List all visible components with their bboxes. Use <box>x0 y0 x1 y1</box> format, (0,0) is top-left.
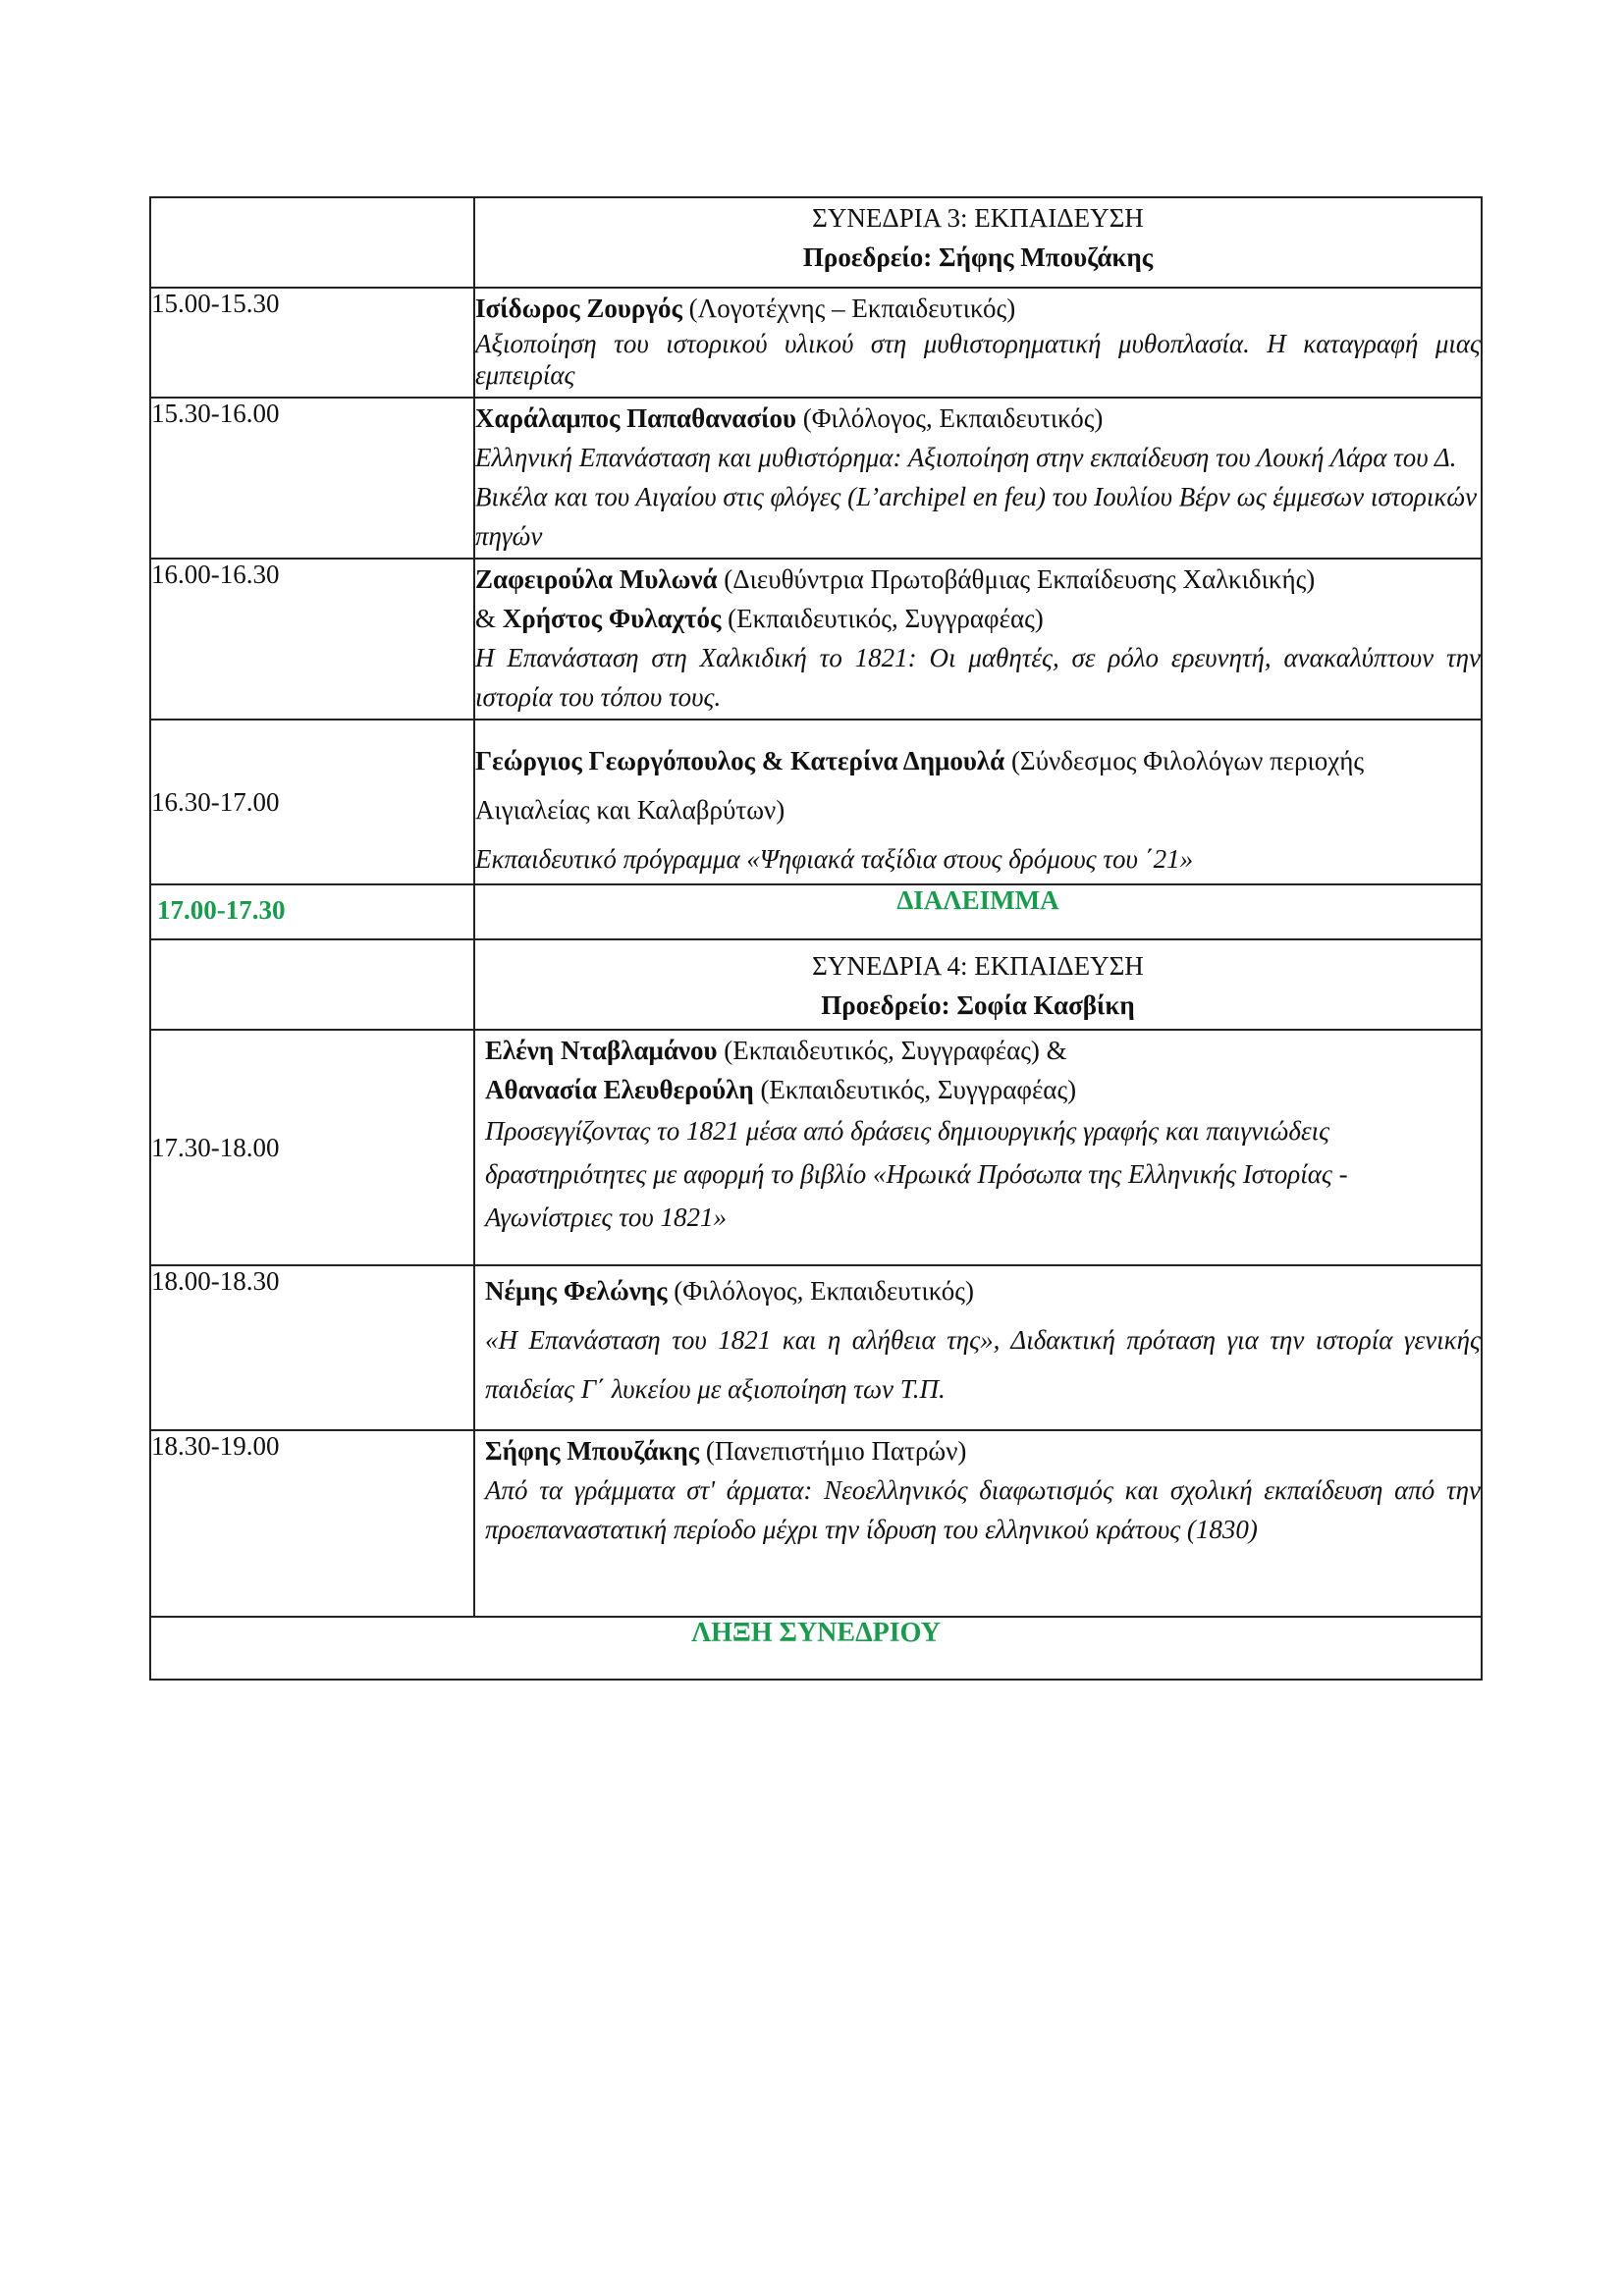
time-slot: 18.30-19.00 <box>150 1430 474 1617</box>
time-slot: 15.00-15.30 <box>150 288 474 398</box>
table-row <box>150 1430 1482 1617</box>
schedule-table <box>149 196 1483 1681</box>
speaker-line <box>475 736 1481 834</box>
talk-title: Ελληνική Επανάσταση και μυθιστόρημα: Αξιοποίηση στην εκπαίδευση του Λουκή Λάρα του Δ. Βικέλα και του Αιγαίου στις φλόγες (L’archipel en feu) του Ιουλίου Βέρν ως έμμεσων ιστορικών πηγών <box>475 443 1478 551</box>
table-row <box>150 559 1482 720</box>
speaker-line <box>475 289 1481 328</box>
talk-cell <box>474 1030 1482 1265</box>
speaker-affiliation: (Σύνδεσμος Φιλολόγων περιοχής Αιγιαλείας και Καλαβρύτων) <box>475 746 1365 825</box>
speaker-affiliation: (Πανεπιστήμιο Πατρών) <box>699 1436 967 1466</box>
speaker-name: Ισίδωρος Ζουργός <box>475 294 682 323</box>
speaker-name: Χαράλαμπος Παπαθανασίου <box>475 403 796 433</box>
break-time: 17.00-17.30 <box>150 884 474 939</box>
talk-cell <box>474 559 1482 720</box>
speaker-name: Σήφης Μπουζάκης <box>485 1436 700 1466</box>
talk-title: Αξιοποίηση του ιστορικού υλικού στη μυθιστορηματική μυθοπλασία. Η καταγραφή μιας εμπειρίας <box>475 329 1481 390</box>
time-slot: 16.30-17.00 <box>150 720 474 884</box>
speaker-name: Ζαφειρούλα Μυλωνά <box>475 564 718 594</box>
session-header-row <box>150 197 1482 288</box>
programme-page <box>149 196 1481 1681</box>
session-header <box>474 939 1482 1030</box>
time-slot: 16.00-16.30 <box>150 559 474 720</box>
time-slot: 15.30-16.00 <box>150 398 474 559</box>
closing-label: ΛΗΞΗ ΣΥΝΕΔΡΙΟΥ <box>150 1617 1482 1680</box>
closing-row <box>150 1617 1482 1680</box>
session-header <box>474 197 1482 288</box>
speaker-line <box>475 560 1481 599</box>
break-row <box>150 884 1482 939</box>
table-row <box>150 398 1482 559</box>
session-header-row <box>150 939 1482 1030</box>
time-cell-empty <box>150 939 474 1030</box>
time-slot: 17.30-18.00 <box>150 1030 474 1265</box>
talk-cell <box>474 288 1482 398</box>
session-heading: ΣΥΝΕΔΡΙΑ 4: ΕΚΠΑΙΔΕΥΣΗ <box>812 951 1144 981</box>
speaker-line <box>485 1031 1481 1070</box>
session-heading: ΣΥΝΕΔΡΙΑ 3: ΕΚΠΑΙΔΕΥΣΗ <box>812 203 1144 233</box>
speaker-affiliation: (Φιλόλογος, Εκπαιδευτικός) <box>795 403 1104 433</box>
speaker-name: Αθανασία Ελευθερούλη <box>485 1075 754 1104</box>
talk-title: Προσεγγίζοντας το 1821 μέσα από δράσεις δημιουργικής γραφής και παιγνιώδεις δραστηριότητες με αφορμή το βιβλίο «Ηρωικά Πρόσωπα της Ελληνικής Ιστορίας - Αγωνίστριες του 1821» <box>485 1116 1348 1232</box>
speaker-line <box>475 599 1481 638</box>
break-label: ΔΙΑΛΕΙΜΜΑ <box>474 884 1482 939</box>
speaker-affiliation: (Φιλόλογος, Εκπαιδευτικός) <box>667 1276 974 1306</box>
talk-title: Η Επανάσταση στη Χαλκιδική το 1821: Οι μαθητές, σε ρόλο ερευνητή, ανακαλύπτουν την ιστορία του τόπου τους. <box>475 643 1481 712</box>
speaker-affiliation: (Εκπαιδευτικός, Συγγραφέας) <box>753 1075 1077 1104</box>
speaker-name: Χρήστος Φυλαχτός <box>502 604 722 633</box>
talk-cell <box>474 1265 1482 1430</box>
talk-cell <box>474 720 1482 884</box>
speaker-name: Γεώργιος Γεωργόπουλος & Κατερίνα Δημουλά <box>475 746 1005 775</box>
time-cell-empty <box>150 197 474 288</box>
table-row <box>150 720 1482 884</box>
talk-title: «Η Επανάσταση του 1821 και η αλήθεια της», Διδακτική πρόταση για την ιστορία γενικής παιδείας Γ΄ λυκείου με αξιοποίηση των Τ.Π. <box>485 1325 1481 1404</box>
talk-cell <box>474 1430 1482 1617</box>
speaker-affiliation: (Λογοτέχνης – Εκπαιδευτικός) <box>681 294 1016 323</box>
time-slot: 18.00-18.30 <box>150 1265 474 1430</box>
session-chair: Προεδρείο: Σήφης Μπουζάκης <box>802 242 1154 272</box>
speaker-line <box>485 1266 1481 1315</box>
table-row <box>150 1265 1482 1430</box>
speaker-line <box>485 1431 1481 1470</box>
table-row <box>150 1030 1482 1265</box>
speaker-name: Ελένη Νταβλαμάνου <box>485 1036 718 1065</box>
session-chair: Προεδρείο: Σοφία Κασβίκη <box>821 990 1135 1020</box>
talk-cell <box>474 398 1482 559</box>
speaker-line <box>485 1070 1481 1109</box>
speaker-affiliation: (Εκπαιδευτικός, Συγγραφέας) <box>721 604 1044 633</box>
speaker-joiner: & <box>475 604 503 633</box>
speaker-affiliation: (Εκπαιδευτικός, Συγγραφέας) & <box>717 1036 1067 1065</box>
talk-title: Εκπαιδευτικό πρόγραμμα «Ψηφιακά ταξίδια στους δρόμους του ΄21» <box>475 844 1194 874</box>
speaker-line <box>475 399 1481 438</box>
speaker-name: Νέμης Φελώνης <box>485 1276 668 1306</box>
speaker-affiliation: (Διευθύντρια Πρωτοβάθμιας Εκπαίδευσης Χαλκιδικής) <box>717 564 1316 594</box>
talk-title: Από τα γράμματα στ' άρματα: Νεοελληνικός διαφωτισμός και σχολική εκπαίδευση από την προεπαναστατική περίοδο μέχρι την ίδρυση του ελληνικού κράτους (1830) <box>485 1475 1481 1544</box>
table-row <box>150 288 1482 398</box>
